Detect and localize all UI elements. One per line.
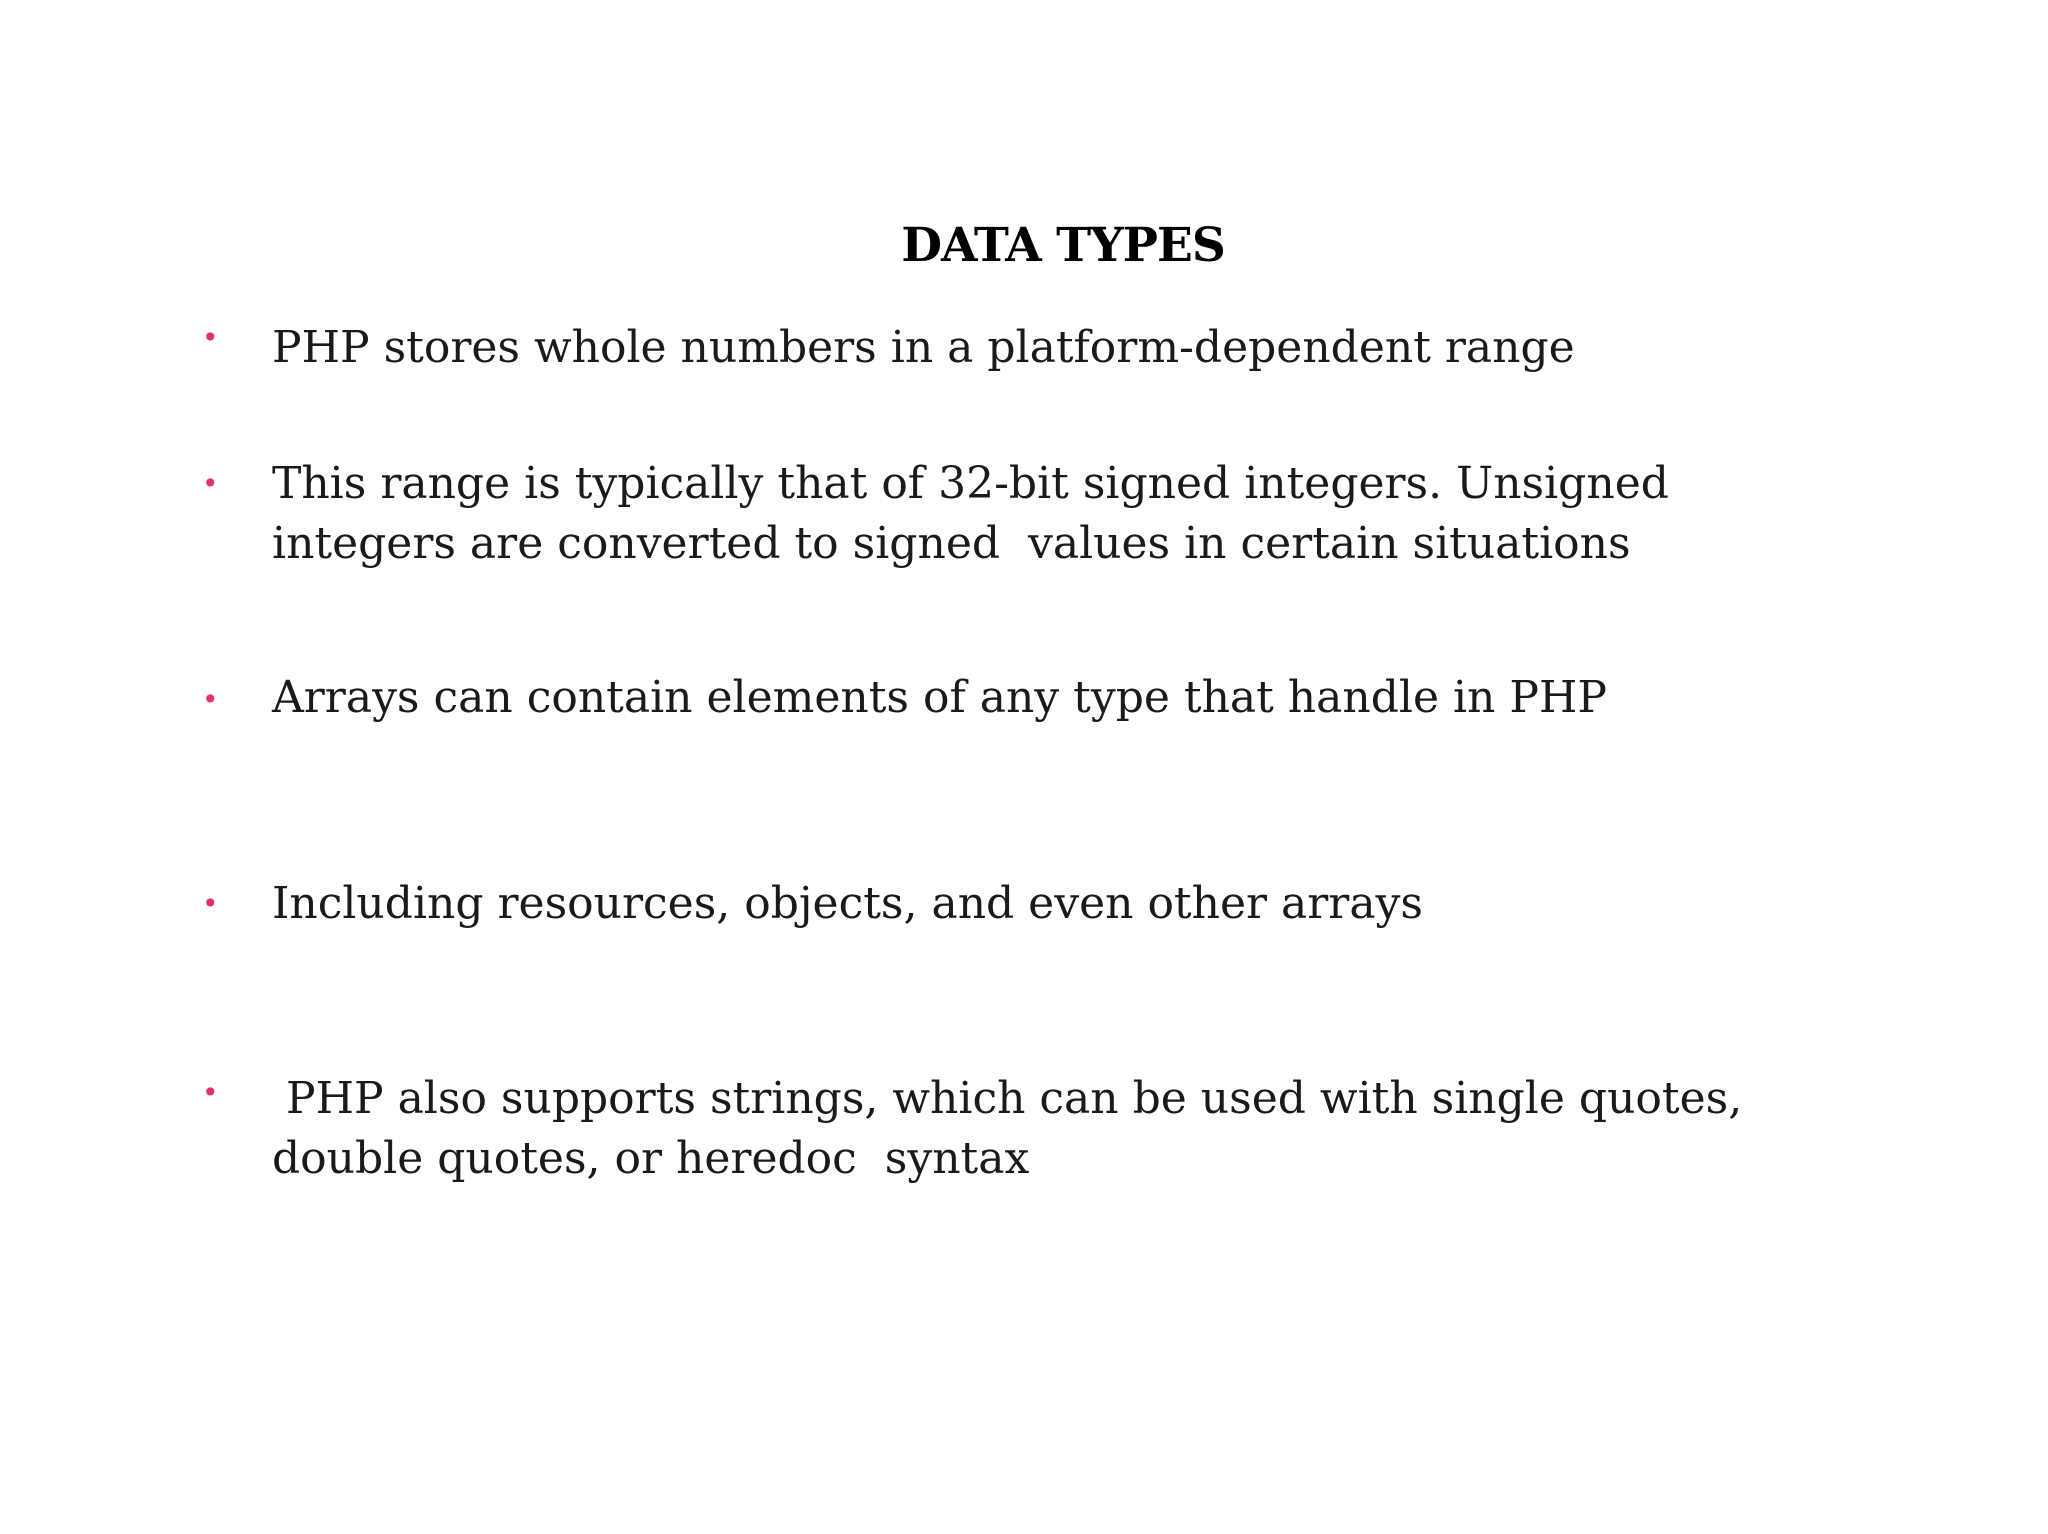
- bullet-dot-icon: •: [202, 683, 219, 716]
- bullet-dot-icon: •: [202, 467, 219, 500]
- bullet-text: This range is typically that of 32-bit signed integers. Unsigned integers are converted to signed values in certain situations: [272, 458, 1669, 569]
- bullet-text: PHP also supports strings, which can be used with single quotes, double quotes, or heredoc syntax: [272, 1073, 1743, 1184]
- bullet-text: Arrays can contain elements of any type that handle in PHP: [272, 672, 1607, 723]
- bullet-dot-icon: •: [202, 321, 219, 354]
- bullet-text: Including resources, objects, and even other arrays: [272, 878, 1423, 929]
- bullet-text: PHP stores whole numbers in a platform-dependent range: [272, 322, 1575, 373]
- bullet-dot-icon: •: [202, 887, 219, 920]
- slide-title: DATA TYPES: [901, 218, 1225, 273]
- bullet-dot-icon: •: [202, 1076, 219, 1109]
